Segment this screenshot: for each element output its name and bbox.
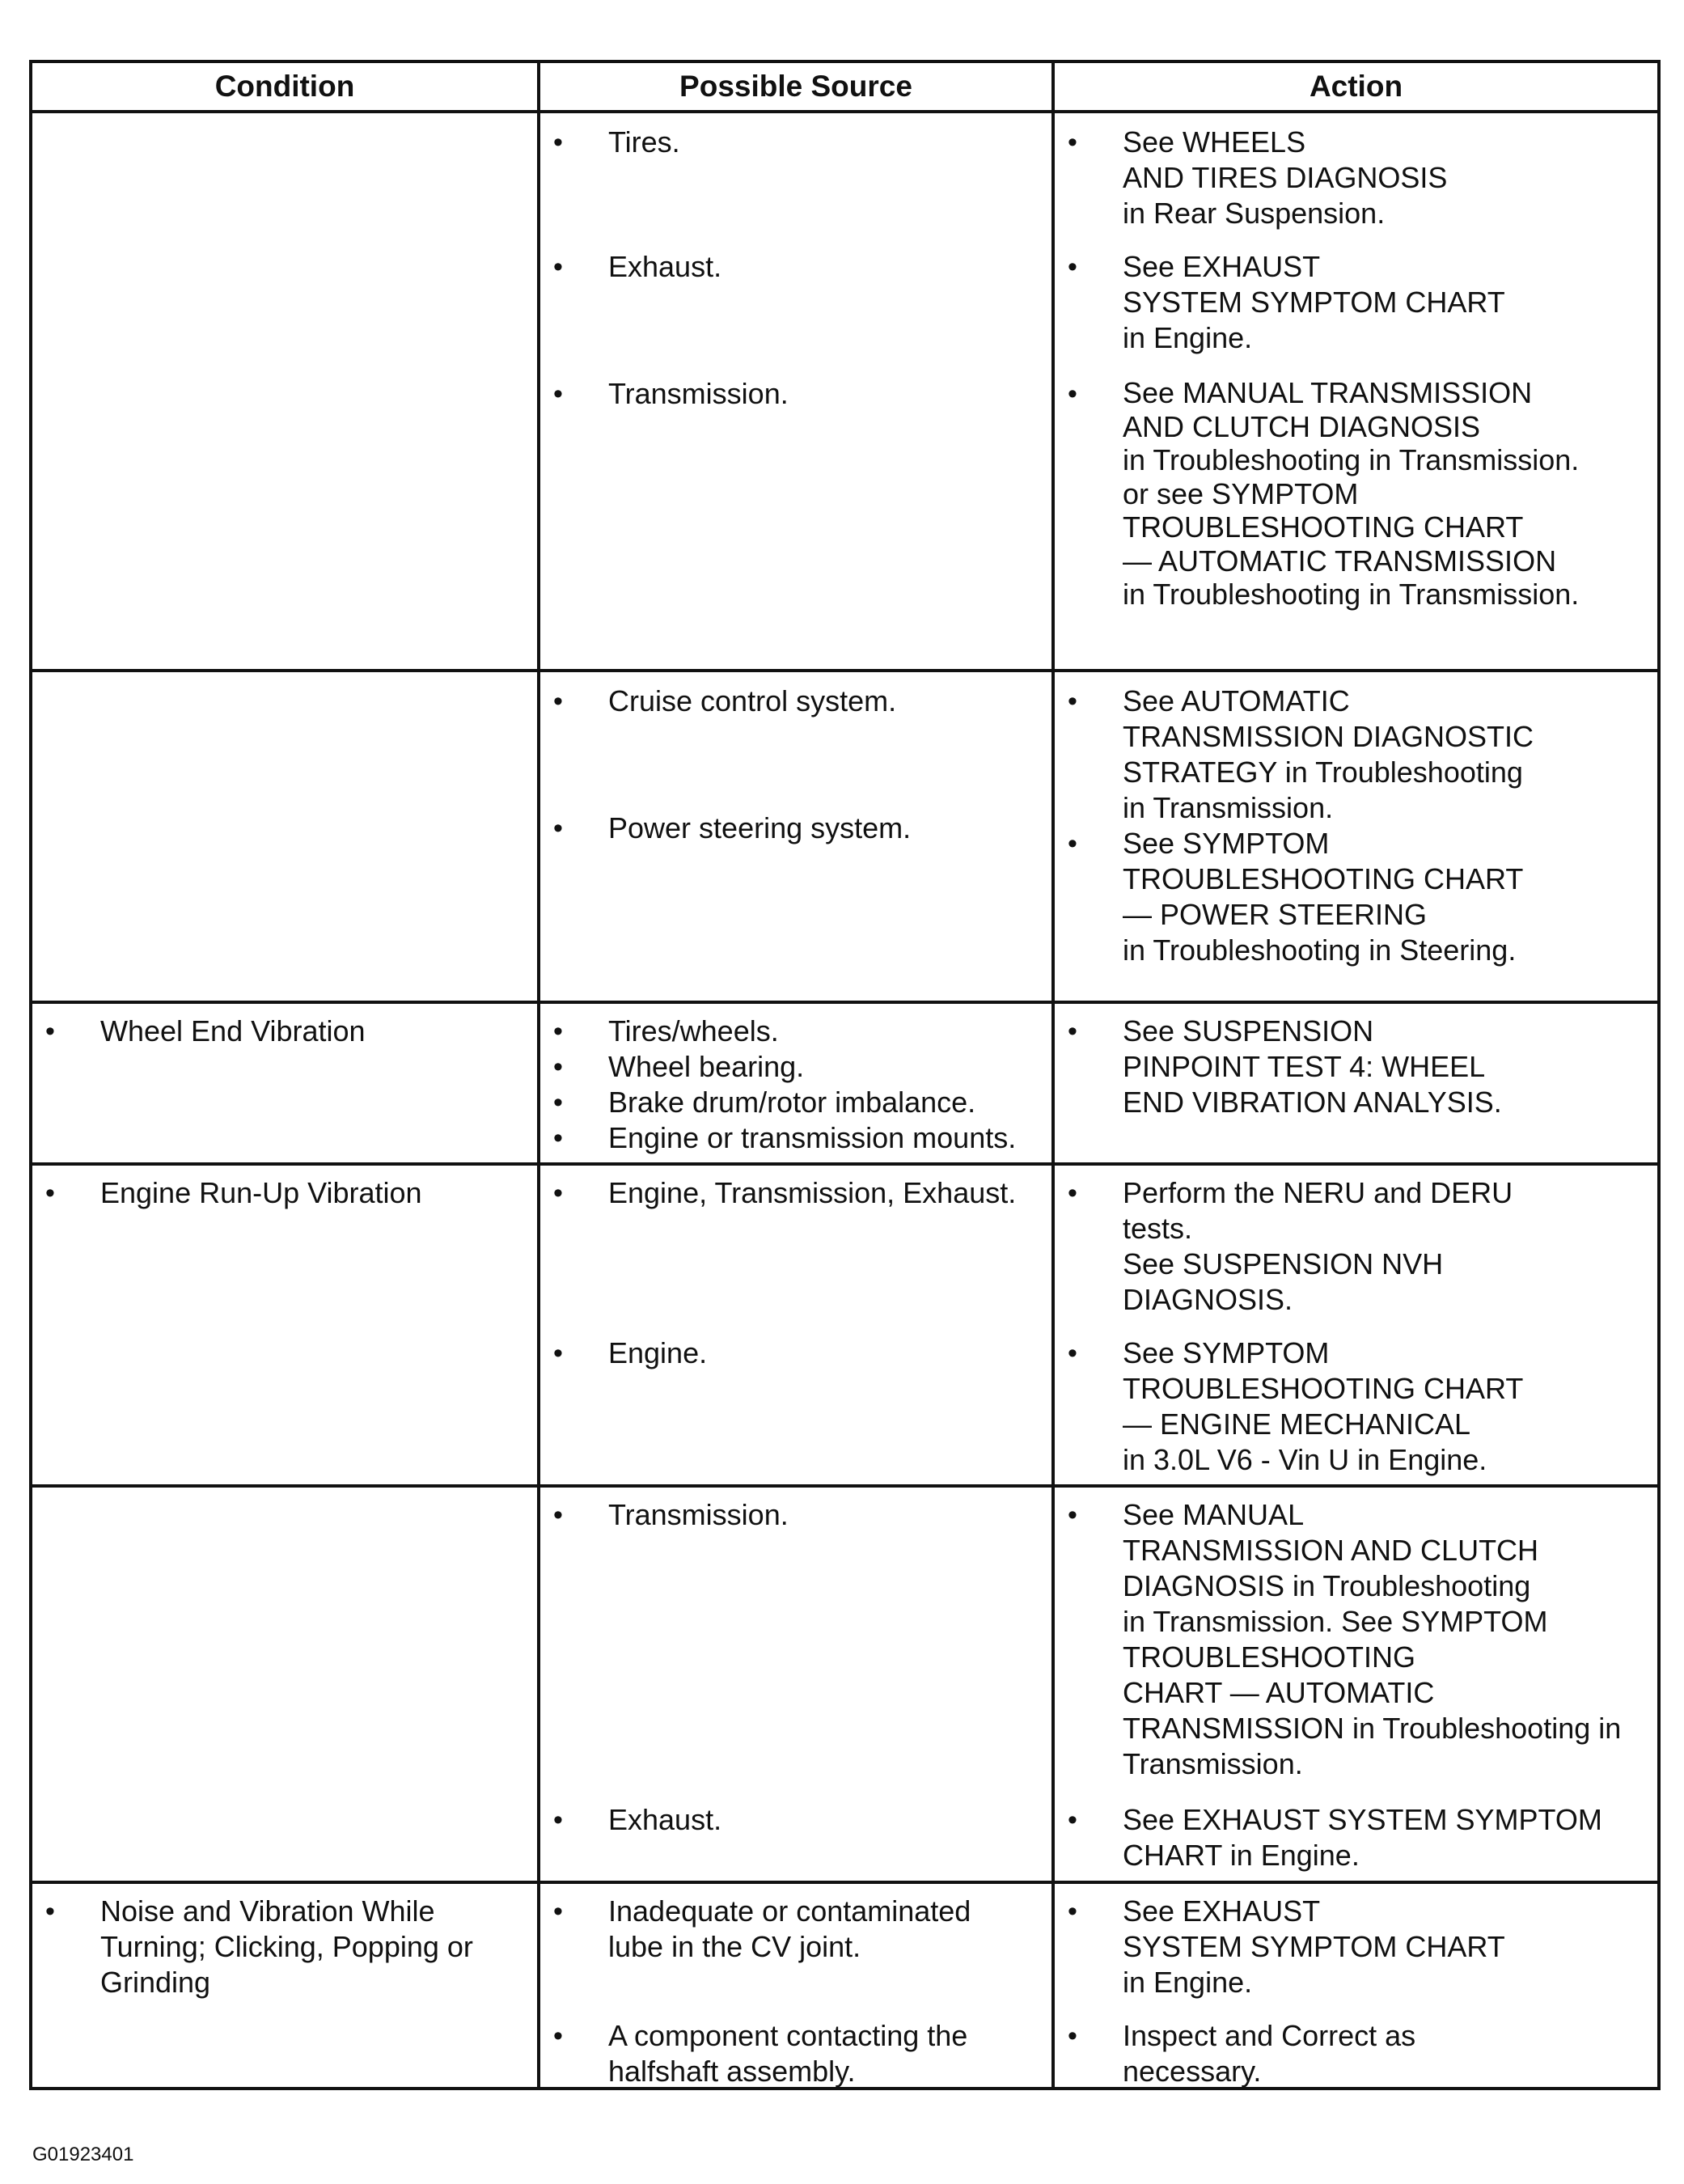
bullet-icon: • bbox=[553, 1123, 563, 1153]
bullet-icon: • bbox=[553, 813, 563, 844]
bullet-icon: • bbox=[553, 1500, 563, 1530]
action-cell: • See MANUAL TRANSMISSION AND CLUTCH DIAGNOSIS in Troubleshooting in Transmission. See SYMPTOM TROUBLESHOOTING CHART — AUTOMATIC TRANSMISSION in Troubleshooting in Transmission. • See EXHAUST SYSTEM SYMPTOM CHART in Engine. bbox=[1053, 1486, 1659, 1882]
bullet-icon: • bbox=[553, 686, 563, 717]
table-row bbox=[31, 1882, 1659, 2089]
bullet-icon: • bbox=[45, 1016, 55, 1047]
diagnosis-table bbox=[29, 60, 1661, 2090]
bullet-icon: • bbox=[45, 1178, 55, 1208]
bullet-icon: • bbox=[553, 127, 563, 158]
bullet-icon: • bbox=[553, 1178, 563, 1208]
figure-id: G01923401 bbox=[32, 2144, 134, 2165]
bullet-icon: • bbox=[1068, 1500, 1077, 1530]
condition-cell bbox=[31, 1486, 539, 1882]
bullet-icon: • bbox=[1068, 379, 1077, 409]
header-possible-source: Possible Source bbox=[539, 61, 1053, 112]
source-cell: • Tires. • Exhaust. • Transmission. bbox=[539, 112, 1053, 671]
table-row bbox=[31, 671, 1659, 1002]
bullet-icon: • bbox=[1068, 127, 1077, 158]
bullet-icon: • bbox=[553, 2021, 563, 2051]
bullet-icon: • bbox=[1068, 686, 1077, 717]
bullet-icon: • bbox=[1068, 828, 1077, 859]
bullet-icon: • bbox=[1068, 1178, 1077, 1208]
source-cell: • Tires/wheels. • Wheel bearing. • Brake drum/rotor imbalance. • Engine or transmission mounts. bbox=[539, 1002, 1053, 1164]
bullet-icon: • bbox=[553, 1896, 563, 1927]
action-note: See SUSPENSION NVH DIAGNOSIS. bbox=[1123, 1247, 1444, 1316]
bullet-icon: • bbox=[553, 1016, 563, 1047]
bullet-icon: • bbox=[553, 1087, 563, 1118]
table-row bbox=[31, 1002, 1659, 1164]
bullet-icon: • bbox=[553, 252, 563, 282]
header-action: Action bbox=[1053, 61, 1659, 112]
condition-cell: • Engine Run-Up Vibration bbox=[31, 1164, 539, 1486]
bullet-icon: • bbox=[1068, 252, 1077, 282]
bullet-icon: • bbox=[45, 1896, 55, 1927]
source-cell: • Cruise control system. • Power steering system. bbox=[539, 671, 1053, 1002]
bullet-icon: • bbox=[553, 1805, 563, 1835]
table-header-row bbox=[31, 61, 1659, 112]
header-condition: Condition bbox=[31, 61, 539, 112]
source-cell: • Engine, Transmission, Exhaust. • Engine. bbox=[539, 1164, 1053, 1486]
bullet-icon: • bbox=[1068, 1338, 1077, 1369]
table-row bbox=[31, 112, 1659, 671]
source-cell: • Inadequate or contaminated lube in the CV joint. • A component contacting the halfshaft assembly. bbox=[539, 1882, 1053, 2089]
condition-cell: • Wheel End Vibration bbox=[31, 1002, 539, 1164]
table-row bbox=[31, 1164, 1659, 1486]
bullet-icon: • bbox=[1068, 1896, 1077, 1927]
table-row bbox=[31, 1486, 1659, 1882]
action-cell: • See WHEELS AND TIRES DIAGNOSIS in Rear Suspension. • See EXHAUST SYSTEM SYMPTOM CHART in Engine. • See MANUAL TRANSMISSION AND CLUTCH DIAGNOSIS in Troubleshooting in Transmission. or see SYMPTOM TROUBLESHOOTING CHART — AUTOMATIC TRANSMISSION in Troubleshooting in Transmission. bbox=[1053, 112, 1659, 671]
source-cell: • Transmission. • Exhaust. bbox=[539, 1486, 1053, 1882]
condition-cell: • Noise and Vibration While Turning; Clicking, Popping or Grinding bbox=[31, 1882, 539, 2089]
action-cell: • See AUTOMATIC TRANSMISSION DIAGNOSTIC STRATEGY in Troubleshooting in Transmission. • See SYMPTOM TROUBLESHOOTING CHART — POWER STEERING in Troubleshooting in Steering. bbox=[1053, 671, 1659, 1002]
action-cell: • See EXHAUST SYSTEM SYMPTOM CHART in Engine. • Inspect and Correct as necessary. bbox=[1053, 1882, 1659, 2089]
bullet-icon: • bbox=[1068, 1805, 1077, 1835]
action-cell: • Perform the NERU and DERU tests. See SUSPENSION NVH DIAGNOSIS. • See SYMPTOM TROUBLESHOOTING CHART — ENGINE MECHANICAL in 3.0L V6 - Vin U in Engine. bbox=[1053, 1164, 1659, 1486]
bullet-icon: • bbox=[553, 1052, 563, 1082]
bullet-icon: • bbox=[1068, 2021, 1077, 2051]
bullet-icon: • bbox=[553, 1338, 563, 1369]
bullet-icon: • bbox=[553, 379, 563, 409]
condition-cell bbox=[31, 112, 539, 671]
bullet-icon: • bbox=[1068, 1016, 1077, 1047]
action-cell: • See SUSPENSION PINPOINT TEST 4: WHEEL END VIBRATION ANALYSIS. bbox=[1053, 1002, 1659, 1164]
condition-cell bbox=[31, 671, 539, 1002]
